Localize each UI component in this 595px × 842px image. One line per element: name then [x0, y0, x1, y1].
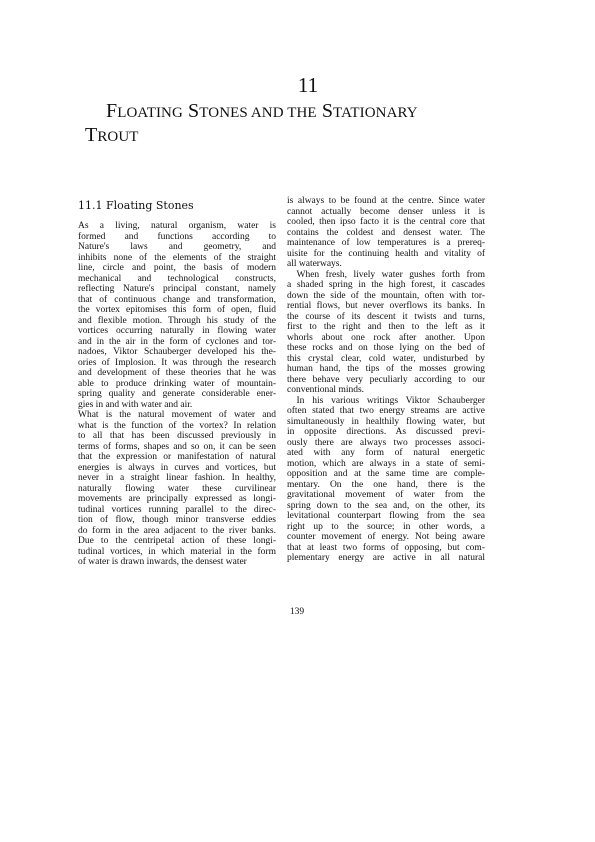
text-line: down the side of the mountain, often with tor-: [287, 290, 485, 301]
text-line: and in the air in the form of cyclones and tor-: [78, 336, 276, 347]
text-line: the course of its descent it twists and turns,: [287, 311, 485, 322]
text-line: do form in the area adjacent to the river banks.: [78, 525, 276, 536]
text-line: this crystal clear, cold water, undisturbed by: [287, 353, 485, 364]
text-line: spring quality and generate considerable ener-: [78, 389, 276, 399]
text-line: all waterways.: [287, 259, 342, 269]
page-number: 139: [289, 607, 305, 617]
text-line: never in a straight linear fashion. In healthy,: [78, 473, 276, 483]
text-line: reflecting Nature's principal constant, namely: [78, 284, 276, 294]
title-word: STATIONARY: [321, 100, 418, 122]
text-line: When fresh, lively water gushes forth from: [287, 269, 485, 280]
text-line: uisite for the continuing health and vitality of: [287, 248, 485, 259]
text-line: mechanical and technological constructs,: [78, 273, 276, 284]
text-line: right up to the source; in other words, a: [287, 521, 485, 532]
text-line: conventional minds.: [287, 385, 365, 395]
text-line: cannot actually become denser unless it is: [287, 206, 485, 217]
left-column: [78, 221, 276, 568]
text-line: In his various writings Viktor Schauberger: [287, 395, 485, 406]
text-line: gies in and with water and air.: [78, 399, 193, 410]
text-line: tion of flow, though minor transverse eddies: [78, 515, 276, 525]
text-line: that the expression or manifestation of natural: [78, 452, 276, 462]
text-line: What is the natural movement of water and: [78, 410, 276, 420]
title-word: STONES AND THE: [188, 100, 317, 122]
text-line: contains the coldest and densest water. The: [287, 227, 485, 238]
text-line: often stated that two energy streams are active: [287, 406, 485, 416]
text-line: maintenance of low temperatures is a prereq-: [287, 238, 485, 248]
chapter-title-line-2: [85, 123, 139, 149]
text-line: plementary energy are active in all natural: [287, 553, 485, 563]
text-line: that of continuous change and transformation,: [78, 294, 276, 305]
text-line: tudinal vortices running parallel to the direc-: [78, 504, 276, 515]
text-line: is always to be found at the centre. Since water: [287, 196, 485, 206]
text-line: spring down to the sea and, on the other, its: [287, 500, 485, 511]
text-line: a shaded spring in the high forest, it cascades: [287, 280, 485, 290]
title-word: FLOATING: [106, 100, 183, 122]
chapter-title-line-1: [106, 99, 418, 125]
text-line: opposition and at the same time are comple-: [287, 469, 485, 479]
text-line: cooled, then ipso facto it is the central core that: [287, 217, 485, 227]
text-line: mentary. On the one hand, there is the: [287, 479, 485, 490]
text-line: tudinal vortices, in which material in the form: [78, 546, 276, 557]
text-line: able to produce drinking water of mountain-: [78, 378, 276, 389]
text-line: energies is always in curves and vortices, but: [78, 462, 276, 473]
text-line: these rocks and on those lying on the bed of: [287, 343, 485, 353]
text-line: the vortex epitomises this form of open, fluid: [78, 305, 276, 315]
text-line: As a living, natural organism, water is: [78, 221, 276, 231]
chapter-number: 11: [297, 73, 319, 97]
text-line: simultaneously in healthily flowing water, but: [287, 416, 485, 427]
section-heading: 11.1 Floating Stones: [78, 199, 194, 212]
text-line: in opposite directions. As discussed previ-: [287, 427, 485, 437]
text-line: Nature's laws and geometry, and: [78, 242, 276, 252]
text-line: whorls about one rock after another. Upon: [287, 332, 485, 343]
text-line: line, circle and point, the basis of modern: [78, 263, 276, 273]
right-column: [287, 196, 485, 564]
text-line: and development of these theories that he was: [78, 368, 276, 378]
text-line: inhibits none of the elements of the straight: [78, 252, 276, 263]
text-line: there behave very peculiarly according to our: [287, 374, 485, 385]
title-word: TROUT: [85, 124, 139, 146]
text-line: that at least two forms of opposing, but com-: [287, 542, 485, 553]
text-line: ories of Implosion. It was through the research: [78, 357, 276, 368]
text-line: first to the right and then to the left as it: [287, 322, 485, 332]
text-line: ously there are always two processes associ-: [287, 437, 485, 448]
text-line: human hand, the tips of the mosses growing: [287, 364, 485, 374]
text-line: and flexible motion. Through his study of the: [78, 315, 276, 326]
text-line: levitational counterpart flowing from the sea: [287, 511, 485, 521]
text-line: to all that has been discussed previously in: [78, 431, 276, 441]
text-line: of water is drawn inwards, the densest water: [78, 557, 247, 567]
text-line: motion, which are always in a state of semi-: [287, 458, 485, 469]
text-line: gravitational movement of water from the: [287, 490, 485, 500]
text-line: terms of forms, shapes and so on, it can be seen: [78, 441, 276, 452]
text-line: naturally flowing water these curvilinear: [78, 483, 276, 494]
text-line: vortices occurring naturally in flowing water: [78, 326, 276, 336]
text-line: ated with any form of natural energetic: [287, 448, 485, 458]
text-line: movements are principally expressed as longi-: [78, 494, 276, 504]
text-line: counter movement of energy. Not being aware: [287, 532, 485, 542]
text-line: nadoes, Viktor Schauberger developed his the-: [78, 347, 276, 357]
text-line: rential flows, but never overflows its banks. In: [287, 301, 485, 311]
text-line: formed and functions according to: [78, 231, 276, 242]
text-line: Due to the centripetal action of these longi-: [78, 536, 276, 546]
text-line: what is the function of the vortex? In relation: [78, 420, 276, 431]
